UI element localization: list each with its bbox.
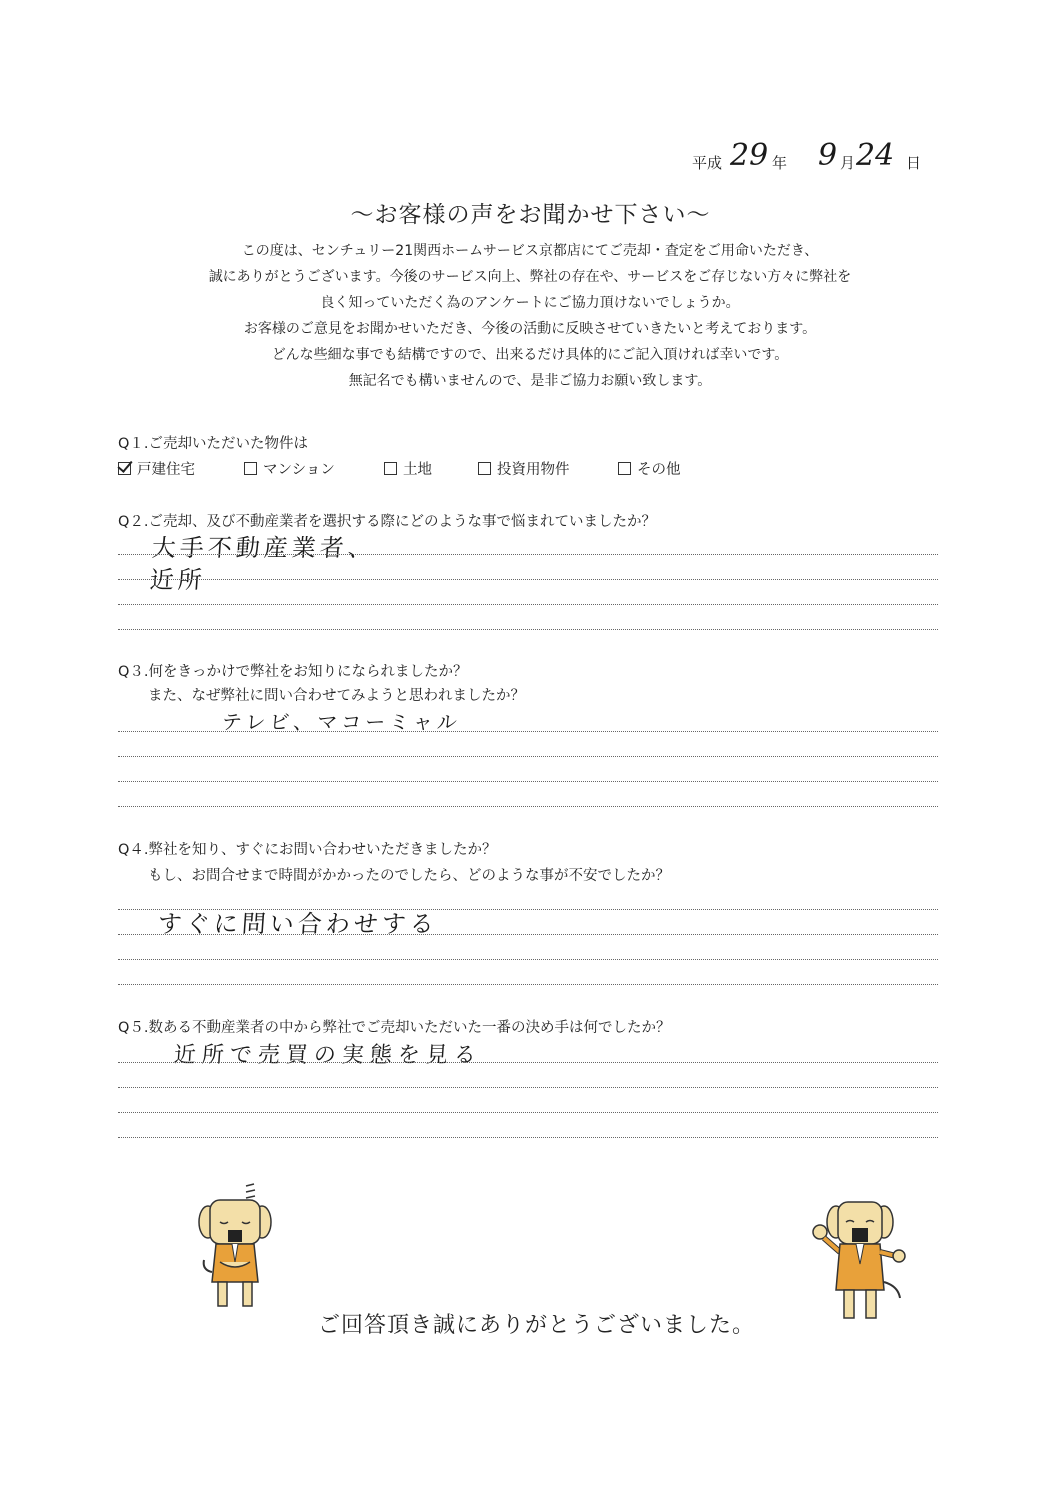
option-label: マンション [263,462,335,478]
answer-line [118,806,938,807]
option-detached-house[interactable] [118,458,195,479]
answer-line [118,1137,938,1138]
year-label: 年 [772,154,788,172]
option-mansion[interactable] [244,458,335,479]
option-label: 投資用物件 [497,462,570,478]
q3-answer-line: テレビ、マコーミャル [221,710,462,734]
intro-line: 良く知っていただく為のアンケートにご協力頂けないでしょうか。 [320,295,740,311]
q5-text: Q５.数ある不動産業者の中から弊社でご売却いただいた一番の決め手は何でしたか？ [118,1020,671,1036]
option-label: 戸建住宅 [137,462,195,478]
q4-subtext: もし、お問合せまで時間がかかったのでしたら、どのような事が不安でしたか？ [148,868,670,884]
checkbox[interactable] [244,462,257,475]
q4-text: Q４.弊社を知り、すぐにお問い合わせいただきましたか？ [118,842,497,858]
answer-line [118,781,938,782]
answer-line [118,629,938,630]
answer-line [118,554,938,555]
intro-line: 無記名でも構いませんので、是非ご協力お願い致します。 [348,373,712,389]
day-label: 日 [906,154,922,172]
option-other[interactable] [618,458,681,479]
checkbox-checked[interactable] [118,462,131,475]
answer-line [118,959,938,960]
thanks-message: ご回答頂き誠にありがとうございました。 [318,1313,756,1338]
answer-line [118,756,938,757]
q1-text: Q１.ご売却いただいた物件は [118,436,309,452]
year-value: 29 [730,138,769,173]
option-investment[interactable] [478,458,570,479]
answer-line [118,731,938,732]
intro-paragraph [130,238,930,394]
intro-line: この度は、センチュリー21関西ホームサービス京都店にてご売却・査定をご用命いただき、 [241,243,819,259]
page-title: ～お客様の声をお聞かせ下さい～ [350,202,711,228]
answer-line [118,579,938,580]
answer-line [118,1112,938,1113]
q2-answer-line: 近所 [148,566,207,594]
bowing-dog-mascot-icon [196,1182,276,1312]
q2-answer-line: 大手不動産業者、 [150,534,377,562]
q2-text: Q２.ご売却、及び不動産業者を選択する際にどのような事で悩まれていましたか？ [118,514,657,530]
answer-line [118,909,938,910]
cheering-dog-mascot-icon [806,1196,910,1326]
month-value: 9 [818,138,838,173]
intro-line: どんな些細な事でも結構ですので、出来るだけ具体的にご記入頂ければ幸いです。 [271,347,789,363]
answer-line [118,1087,938,1088]
option-label: その他 [637,462,681,478]
checkbox[interactable] [618,462,631,475]
q4-answer-line: すぐに問い合わせする [156,910,439,938]
answer-line [118,1062,938,1063]
month-label: 月 [840,154,856,172]
era-label: 平成 [692,154,723,172]
q1-options [118,458,818,482]
checkbox[interactable] [478,462,491,475]
checkbox[interactable] [384,462,397,475]
answer-line [118,604,938,605]
intro-line: お客様のご意見をお聞かせいただき、今後の活動に反映させていきたいと考えております。 [243,321,817,337]
day-value: 24 [856,138,895,173]
intro-line: 誠にありがとうございます。今後のサービス向上、弊社の存在や、サービスをご存じない方々に弊社を [208,269,852,285]
option-land[interactable] [384,458,432,479]
q5-answer-line: 近所で売買の実態を見る [172,1043,483,1068]
q3-text: Q３.何をきっかけで弊社をお知りになられましたか？ [118,664,468,680]
answer-line [118,934,938,935]
q3-subtext: また、なぜ弊社に問い合わせてみようと思われましたか？ [148,688,525,704]
answer-line [118,984,938,985]
option-label: 土地 [403,462,432,478]
